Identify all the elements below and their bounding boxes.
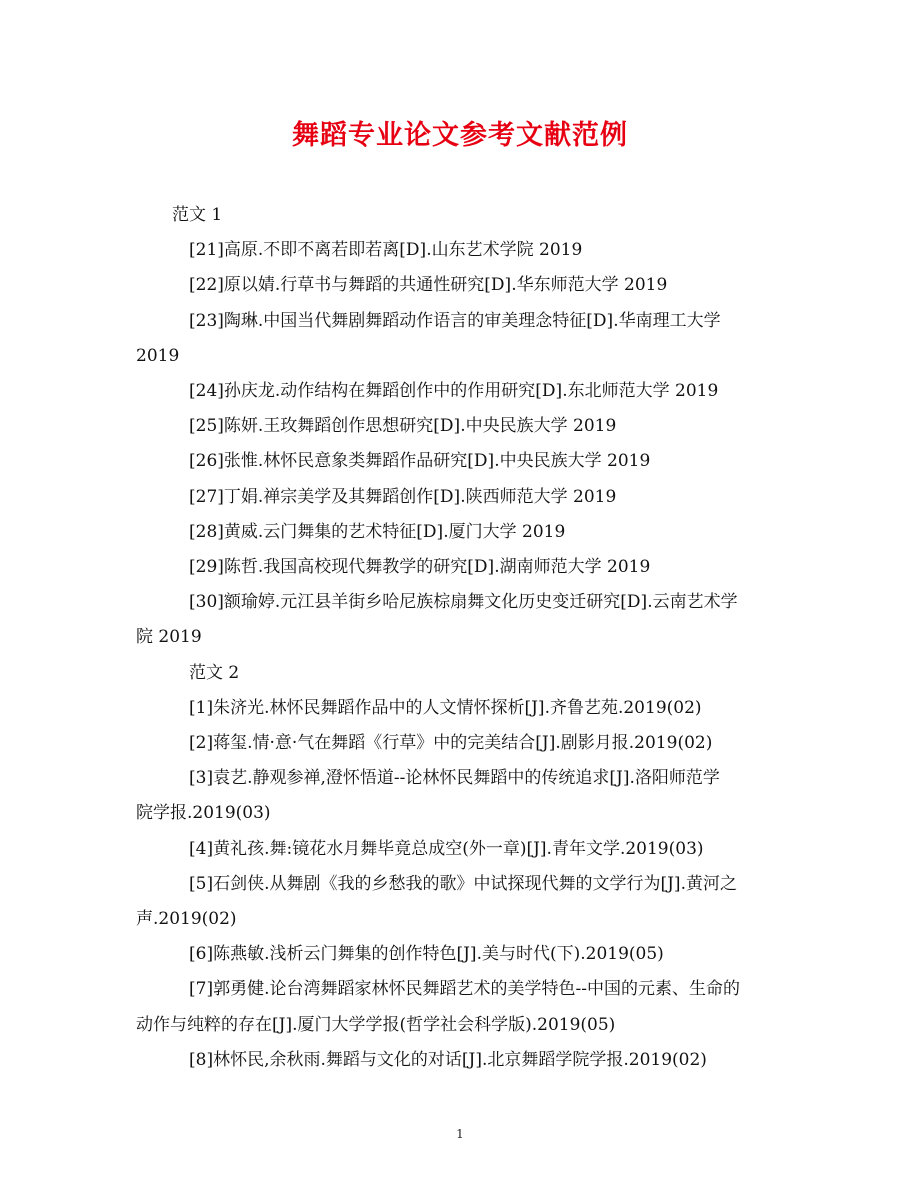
text-line: [3]袁艺.静观参禅,澄怀悟道--论林怀民舞蹈中的传统追求[J].洛阳师范学 <box>189 768 720 789</box>
text-line: [27]丁娟.禅宗美学及其舞蹈创作[D].陕西师范大学 2019 <box>189 486 617 507</box>
text-line: 院学报.2019(03) <box>136 803 271 824</box>
text-line: 声.2019(02) <box>136 909 237 930</box>
text-line: 范文 1 <box>172 205 223 225</box>
text-line: [22]原以婧.行草书与舞蹈的共通性研究[D].华东师范大学 2019 <box>189 275 668 296</box>
text-line: 院 2019 <box>136 627 202 648</box>
text-line: [24]孙庆龙.动作结构在舞蹈创作中的作用研究[D].东北师范大学 2019 <box>189 381 719 402</box>
document-body <box>136 198 786 1078</box>
text-line: [30]额瑜婷.元江县羊街乡哈尼族棕扇舞文化历史变迁研究[D].云南艺术学 <box>189 592 738 613</box>
document-title: 舞蹈专业论文参考文献范例 <box>292 120 628 151</box>
text-line: [4]黄礼孩.舞:镜花水月舞毕竟总成空(外一章)[J].青年文学.2019(03) <box>189 838 704 859</box>
text-line: [28]黄威.云门舞集的艺术特征[D].厦门大学 2019 <box>189 521 566 542</box>
text-line: [21]高原.不即不离若即若离[D].山东艺术学院 2019 <box>189 240 583 261</box>
text-line: [2]蒋玺.情·意·气在舞蹈《行草》中的完美结合[J].剧影月报.2019(02) <box>189 733 713 754</box>
text-line: [29]陈哲.我国高校现代舞教学的研究[D].湖南师范大学 2019 <box>189 557 651 578</box>
text-line: [7]郭勇健.论台湾舞蹈家林怀民舞蹈艺术的美学特色--中国的元素、生命的 <box>189 979 740 1000</box>
text-line: [23]陶琳.中国当代舞剧舞蹈动作语言的审美理念特征[D].华南理工大学 <box>189 310 721 331</box>
text-line: 范文 2 <box>189 662 240 683</box>
text-line: [1]朱济光.林怀民舞蹈作品中的人文情怀探析[J].齐鲁艺苑.2019(02) <box>189 697 702 718</box>
text-line: [8]林怀民,余秋雨.舞蹈与文化的对话[J].北京舞蹈学院学报.2019(02) <box>189 1049 707 1070</box>
text-line: [6]陈燕敏.浅析云门舞集的创作特色[J].美与时代(下).2019(05) <box>189 944 664 965</box>
text-line: 2019 <box>136 345 180 366</box>
text-line: [25]陈妍.王玫舞蹈创作思想研究[D].中央民族大学 2019 <box>189 416 617 437</box>
text-line: [5]石剑侠.从舞剧《我的乡愁我的歌》中试探现代舞的文学行为[J].黄河之 <box>189 873 737 894</box>
text-line: [26]张惟.林怀民意象类舞蹈作品研究[D].中央民族大学 2019 <box>189 451 651 472</box>
text-line: 动作与纯粹的存在[J].厦门大学学报(哲学社会科学版).2019(05) <box>136 1014 616 1035</box>
page-number: 1 <box>456 1127 464 1141</box>
